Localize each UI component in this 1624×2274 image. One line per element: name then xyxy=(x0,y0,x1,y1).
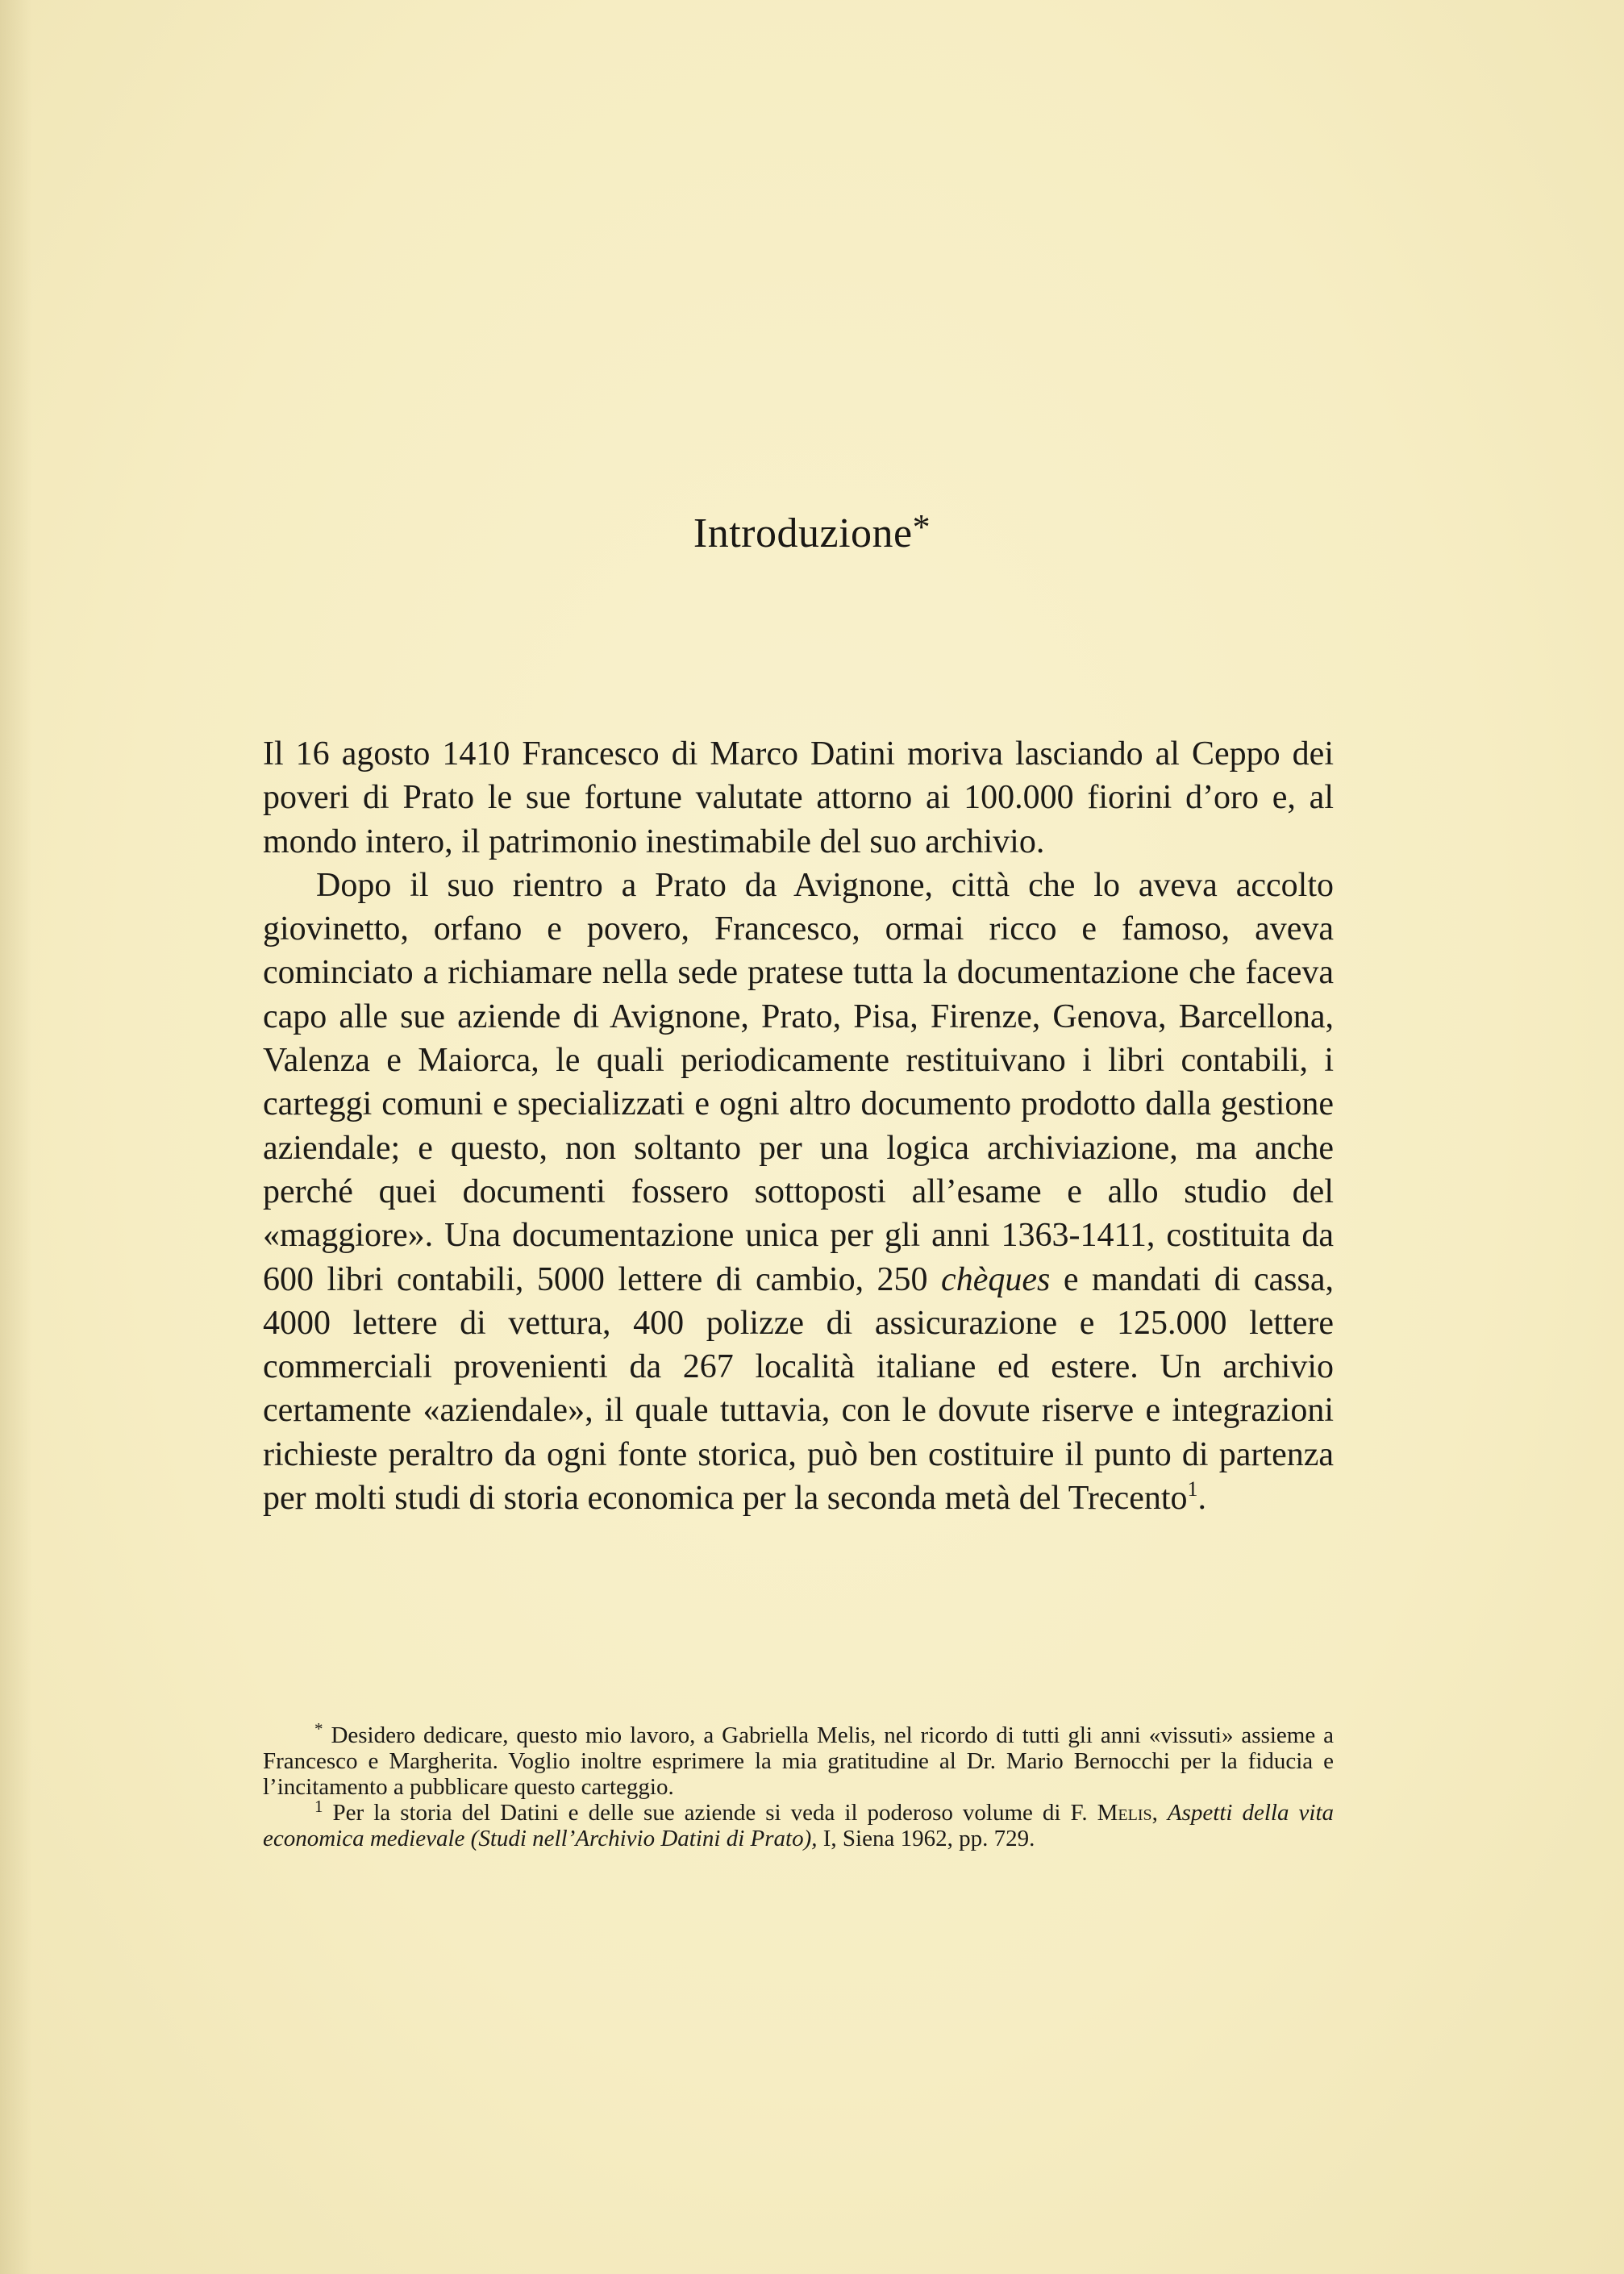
footnote-1 xyxy=(263,1797,1335,1851)
page-edge-shadow xyxy=(0,0,32,2274)
footnote-1-sep: , xyxy=(1151,1800,1168,1826)
footnote-star-mark: * xyxy=(314,1719,323,1739)
footnote-1-mark: 1 xyxy=(314,1797,323,1816)
footnote-star-text: Desidero dedicare, questo mio lavoro, a Gabriella Melis, nel ricordo di tutti gli anni «vissuti» assieme a Francesco e Margherita. Voglio inoltre esprimere la mia gratitudine al Dr. Mario Bernocchi per la fiducia e l’incitamento a pubblicare questo carteggio. xyxy=(263,1722,1335,1800)
paragraph-2-text-b: e mandati di cassa, 4000 lettere di vettura, 400 polizze di assicurazione e 125.000 lettere commerciali provenienti da 267 località italiane ed estere. Un archivio certamente «aziendale», il quale tuttavia, con le dovute riserve e integrazioni richieste peraltro da ogni fonte storica, può ben costituire il punto di partenza per molti studi di storia economica per la seconda metà del Trecento xyxy=(263,1260,1334,1518)
paragraph-2 xyxy=(263,864,1334,1520)
page-title xyxy=(0,506,1624,557)
footnote-ref-1: 1 xyxy=(1187,1477,1198,1501)
body-text xyxy=(263,732,1334,1520)
footnote-1-author: Melis xyxy=(1097,1800,1152,1826)
title-footnote-mark: * xyxy=(912,507,931,547)
footnotes xyxy=(263,1719,1335,1851)
footnote-1-text-a: Per la storia del Datini e delle sue aziende si veda il poderoso volume di F. xyxy=(332,1800,1097,1826)
footnote-1-italic: Aspetti della vita economica medievale (Studi nell’Archivio Datini di Prato), xyxy=(263,1800,1335,1851)
footnote-1-text-b: I, Siena 1962, pp. 729. xyxy=(817,1826,1035,1851)
title-text: Introduzione xyxy=(693,510,913,556)
paragraph-2-italic: chèques xyxy=(941,1260,1051,1298)
paragraph-2-text-a: Dopo il suo rientro a Prato da Avignone, città che lo aveva accolto giovinetto, orfano e povero, Francesco, ormai ricco e famoso, aveva cominciato a richiamare nella sede pratese tutta la documentazione che faceva capo alle sue aziende di Avignone, Prato, Pisa, Firenze, Genova, Barcellona, Valenza e Maiorca, le quali periodicamente restituivano i libri contabili, i carteggi comuni e specializzati e ogni altro documento prodotto dalla gestione aziendale; e questo, non soltanto per una logica archiviazione, ma anche perché quei documenti fossero sottoposti all’esame e allo studio del «maggiore». Una documentazione unica per gli anni 1363-1411, costituita da 600 libri contabili, 5000 lettere di cambio, 250 xyxy=(263,866,1334,1298)
paragraph-1: Il 16 agosto 1410 Francesco di Marco Datini moriva lasciando al Ceppo dei poveri di Prato le sue fortune valutate attorno ai 100.000 fiorini d’oro e, al mondo intero, il patrimonio inestimabile del suo archivio. xyxy=(263,735,1334,860)
footnote-star xyxy=(263,1719,1335,1800)
paragraph-2-end: . xyxy=(1197,1480,1207,1518)
